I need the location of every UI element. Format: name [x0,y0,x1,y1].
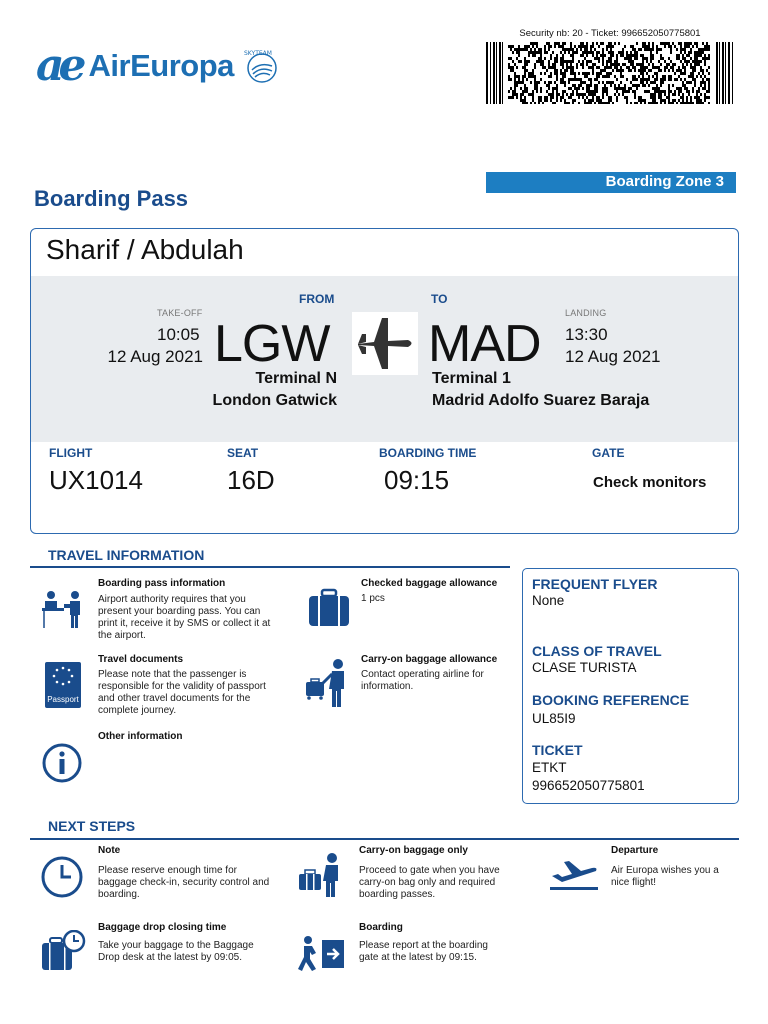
carry-on-only-title: Carry-on baggage only [359,845,468,856]
boarding-gate-icon [298,935,348,973]
carry-on-baggage-icon [300,658,352,708]
class-label: CLASS OF TRAVEL [532,643,662,659]
origin-code: LGW [214,315,330,373]
next-steps-divider [30,838,739,840]
destination-code: MAD [428,315,541,373]
departure-title: Departure [611,845,659,856]
logo-mark: ae [36,40,81,91]
passenger-name: Sharif / Abdulah [46,234,244,265]
passport-label: Passport [47,695,79,704]
class-value: CLASE TURISTA [532,660,637,675]
frequent-flyer-value: None [532,593,565,608]
flight-number: UX1014 [49,465,143,495]
bp-info-title: Boarding pass information [98,578,226,589]
to-label: TO [431,292,448,306]
takeoff-label: TAKE-OFF [157,308,203,318]
clock-icon [40,855,84,899]
boarding-time: 09:15 [384,465,450,495]
destination-airport: Madrid Adolfo Suarez Baraja [432,392,650,409]
security-line: Security nb: 20 - Ticket: 996652050775801 [519,28,701,39]
boarding-title: Boarding [359,922,403,933]
carry-on-text: Contact operating airline for information. [361,669,484,692]
boarding-text: Please report at the boarding gate at the latest by 09:15. [359,940,488,963]
frequent-flyer-label: FREQUENT FLYER [532,576,658,592]
arrival-date: 12 Aug 2021 [565,347,661,366]
carry-on-only-icon [296,852,348,898]
boarding-time-label: BOARDING TIME [379,446,477,460]
departure-icon [548,858,600,892]
info-icon [41,742,83,784]
gate-label: GATE [592,446,625,460]
departure-time: 10:05 [157,325,200,344]
travel-info-title: TRAVEL INFORMATION [48,547,205,563]
ticket-label: TICKET [532,742,583,758]
skyteam-logo-icon [240,46,280,86]
booking-ref-value: UL85I9 [532,711,576,726]
airline-logo [36,40,280,91]
other-info-title: Other information [98,731,183,742]
barcode [486,42,736,104]
eu-stars-icon [45,662,81,694]
plane-icon [352,312,418,375]
gate-value: Check monitors [593,474,707,491]
arrival-time: 13:30 [565,325,608,344]
departure-date: 12 Aug 2021 [107,347,203,366]
checked-baggage-text: 1 pcs [361,593,385,604]
plane-icon-box [352,312,418,375]
landing-label: LANDING [565,308,607,318]
destination-terminal: Terminal 1 [432,370,511,387]
origin-terminal: Terminal N [255,370,337,387]
carry-on-title: Carry-on baggage allowance [361,654,498,665]
departure-text: Air Europa wishes you a nice flight! [611,865,719,888]
ticket-type: ETKT [532,760,567,775]
baggage-drop-text: Take your baggage to the Baggage Drop desk at the latest by 09:05. [98,940,254,963]
boarding-zone-badge: Boarding Zone 3 [486,172,736,193]
skyteam-label: SKYTEAM [243,50,272,57]
checked-baggage-title: Checked baggage allowance [361,578,498,589]
note-text: Please reserve enough time for baggage check-in, security control and boarding. [98,865,270,900]
logo-text: AirEuropa [88,48,234,83]
ticket-number: 996652050775801 [532,778,645,793]
baggage-drop-icon [40,930,86,972]
travel-info-divider [30,566,510,568]
bp-info-text: Airport authority requires that you present your boarding pass. You can print it, receive it by SMS or collect it at the airport. [98,594,271,641]
seat-number: 16D [227,465,275,495]
checked-baggage-icon [306,588,352,630]
docs-text: Please note that the passenger is responsible for the validity of passport and other travel documents for the complete journey. [98,669,266,716]
booking-ref-label: BOOKING REFERENCE [532,692,690,708]
passport-icon [45,662,81,708]
origin-airport: London Gatwick [212,392,337,409]
next-steps-title: NEXT STEPS [48,818,136,834]
check-in-desk-icon [40,588,86,630]
page-title: Boarding Pass [34,186,189,211]
flight-label: FLIGHT [49,446,93,460]
baggage-drop-title: Baggage drop closing time [98,922,227,933]
seat-label: SEAT [227,446,259,460]
carry-on-only-text: Proceed to gate when you have carry-on bag only and required boarding passes. [359,865,500,900]
from-label: FROM [299,292,335,306]
note-title: Note [98,845,121,856]
docs-title: Travel documents [98,654,184,665]
